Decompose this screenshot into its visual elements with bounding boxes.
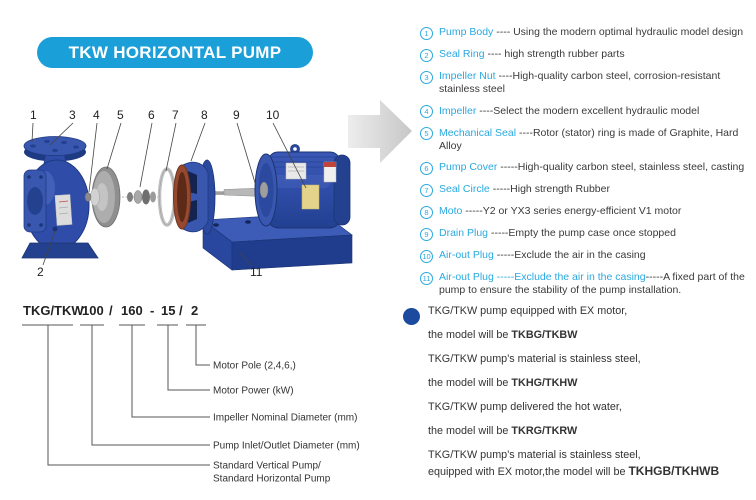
model-label: Standard Horizontal Pump xyxy=(213,473,331,485)
page-title: TKW HORIZONTAL PUMP xyxy=(68,42,282,62)
part-number-badge: 8 xyxy=(420,206,433,219)
shaft-end xyxy=(215,191,225,195)
callout-number: 9 xyxy=(233,108,240,122)
note-line: the model will be TKBG/TKBW xyxy=(428,329,578,341)
list-item xyxy=(420,48,752,62)
list-item xyxy=(420,70,752,96)
model-label: Impeller Nominal Diameter (mm) xyxy=(213,412,358,424)
callout-number: 2 xyxy=(37,265,44,279)
bullet-icon xyxy=(403,308,420,325)
part-name: Air-out Plug xyxy=(439,271,494,283)
part-name: Seal Circle xyxy=(439,183,490,195)
part-name: Air-out Plug xyxy=(439,249,494,261)
suction-bore xyxy=(27,187,43,215)
motor-shaft-hub xyxy=(260,182,268,198)
list-item xyxy=(420,205,752,219)
model-token: / xyxy=(179,303,183,318)
parts-list xyxy=(420,26,752,306)
part-number-badge: 6 xyxy=(420,162,433,175)
note-line: TKG/TKW pump's material is stainless steel, xyxy=(428,449,641,461)
model-token: 15 xyxy=(161,303,176,318)
model-label: Motor Power (kW) xyxy=(213,385,294,397)
model-token: - xyxy=(150,303,155,318)
part-desc: -----Y2 or YX3 series energy-efficient V1 motor xyxy=(462,205,682,217)
list-item xyxy=(420,227,752,241)
part-name: Mechanical Seal xyxy=(439,126,517,139)
part-desc: -----Empty the pump case once stopped xyxy=(488,227,676,239)
list-item xyxy=(420,161,752,175)
model-token: TKG/TKW xyxy=(23,303,84,318)
part-number-badge: 9 xyxy=(420,228,433,241)
flow-arrow-icon xyxy=(348,100,412,163)
model-code-labels xyxy=(213,361,360,485)
callout-number: 11 xyxy=(250,265,263,279)
callout-number: 5 xyxy=(117,108,124,122)
part-name: Moto xyxy=(439,205,463,217)
part-number-badge: 4 xyxy=(420,105,433,118)
list-item xyxy=(420,26,752,40)
part-name: Pump Body xyxy=(439,26,494,38)
part-desc: ----Select the modern excellent hydraulic model xyxy=(476,104,700,117)
callout-number: 3 xyxy=(69,108,76,122)
part-number-badge: 10 xyxy=(420,250,433,263)
cover-gasket-bore xyxy=(177,172,187,222)
pump-exploded-diagram xyxy=(0,95,430,305)
callout-number: 10 xyxy=(266,108,280,122)
list-item xyxy=(420,183,752,197)
motor-yellow-label xyxy=(302,185,319,209)
mechanical-seal-parts xyxy=(122,190,160,205)
model-notes xyxy=(400,305,752,488)
note-line: TKG/TKW pump equipped with EX motor, xyxy=(428,305,628,317)
callout-number: 6 xyxy=(148,108,155,122)
motor-end-cap xyxy=(334,155,350,225)
model-token: 160 xyxy=(121,303,143,318)
note-line: the model will be TKRG/TKRW xyxy=(428,425,578,437)
part-name: Pump Cover xyxy=(439,161,498,173)
part-number-badge: 1 xyxy=(420,27,433,40)
part-number-badge: 3 xyxy=(420,71,433,84)
part-desc: ----High-quality carbon steel, corrosion-resistant stainless steel xyxy=(439,70,721,95)
part-desc: -----A fixed part of the pump to ensure the stability of the pump installation. xyxy=(439,271,745,296)
base-bolt-hole xyxy=(245,220,251,223)
base-bolt-hole xyxy=(213,223,219,226)
part-desc: ---- Using the modern optimal hydraulic model design xyxy=(493,26,744,38)
callout-number: 1 xyxy=(30,108,37,122)
part-name: Drain Plug xyxy=(439,227,489,239)
pump-label xyxy=(55,194,72,225)
callout-number: 4 xyxy=(93,108,100,122)
part-name: Seal Ring xyxy=(439,48,485,60)
model-code-lines xyxy=(22,325,210,465)
note-line: the model will be TKHG/TKHW xyxy=(428,377,578,389)
list-item xyxy=(420,127,752,153)
list-item xyxy=(420,249,752,263)
part-desc-blue: -----Exclude the air in the casing xyxy=(493,271,646,283)
seal-circle-oring xyxy=(160,169,175,225)
model-code-breakdown xyxy=(0,298,360,498)
impeller-nut xyxy=(85,193,91,202)
part-number-badge: 5 xyxy=(420,127,433,140)
note-line: equipped with EX motor,the model will be TKHGB/TKHWB xyxy=(428,464,720,478)
part-desc: -----Exclude the air in the casing xyxy=(493,249,646,261)
lifting-eye-hole xyxy=(293,147,297,151)
model-label: Standard Vertical Pump/ xyxy=(213,460,321,472)
part-desc: ----Rotor (stator) ring is made of Graphite, Hard Alloy xyxy=(439,126,739,152)
title-banner xyxy=(37,37,313,68)
motor xyxy=(209,145,350,229)
callout-number: 7 xyxy=(172,108,179,122)
part-desc: -----High-quality carbon steel, stainless steel, casting xyxy=(497,161,745,173)
motor-sticker-red xyxy=(324,162,336,167)
model-token: / xyxy=(109,303,113,318)
part-desc: -----High strength Rubber xyxy=(489,183,610,195)
note-line: TKG/TKW pump's material is stainless steel, xyxy=(428,353,641,365)
list-item xyxy=(420,271,752,297)
model-token: 2 xyxy=(191,303,199,318)
model-code-tokens xyxy=(23,303,198,318)
impeller-hub xyxy=(91,188,100,206)
impeller xyxy=(85,167,120,227)
drain-plug-boss xyxy=(53,227,58,232)
part-number-badge: 7 xyxy=(420,184,433,197)
pump-feet xyxy=(22,243,98,258)
model-label: Pump Inlet/Outlet Diameter (mm) xyxy=(213,440,360,452)
callout-number: 8 xyxy=(201,108,208,122)
part-name: Impeller xyxy=(439,104,477,117)
list-item xyxy=(420,105,752,119)
pump-cover xyxy=(174,160,216,234)
part-desc: ---- high strength rubber parts xyxy=(484,48,625,60)
part-name: Impeller Nut xyxy=(439,70,496,82)
part-number-badge: 11 xyxy=(420,272,433,285)
model-label: Motor Pole (2,4,6,) xyxy=(213,360,296,372)
part-number-badge: 2 xyxy=(420,49,433,62)
note-line: TKG/TKW pump delivered the hot water, xyxy=(428,401,622,413)
model-token: 100 xyxy=(82,303,104,318)
